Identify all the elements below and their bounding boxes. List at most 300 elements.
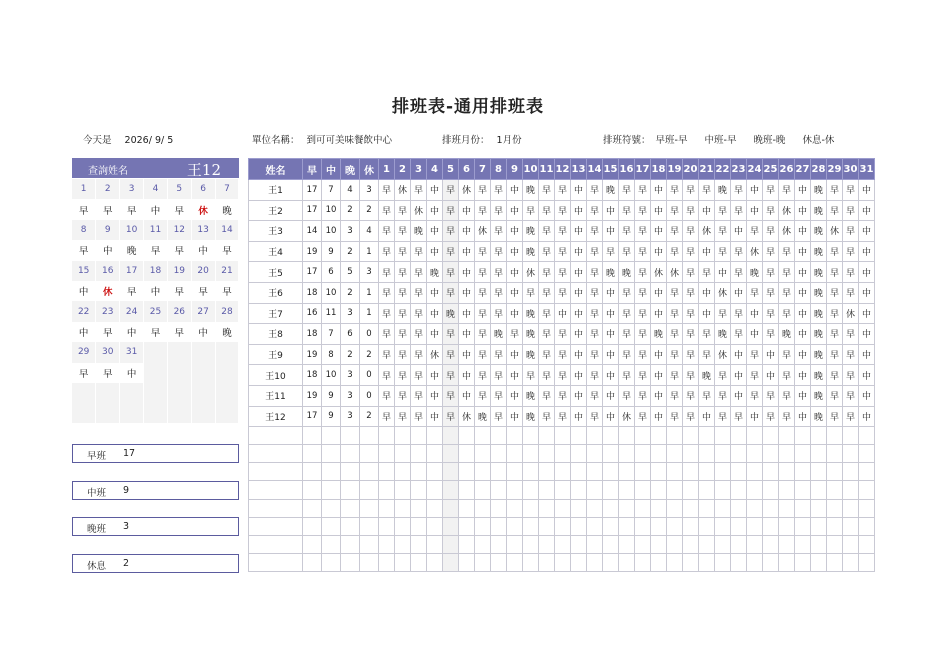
shift-cell[interactable]: 早	[379, 303, 395, 324]
empty-cell[interactable]	[491, 553, 507, 571]
shift-cell[interactable]: 早	[395, 344, 411, 365]
empty-cell[interactable]	[427, 499, 443, 517]
shift-cell[interactable]: 早	[827, 385, 843, 406]
shift-cell[interactable]: 早	[395, 221, 411, 242]
shift-cell[interactable]: 中	[795, 344, 811, 365]
shift-cell[interactable]: 早	[587, 365, 603, 386]
shift-cell[interactable]: 早	[763, 303, 779, 324]
empty-cell[interactable]	[360, 427, 379, 445]
empty-cell[interactable]	[523, 445, 539, 463]
empty-cell[interactable]	[603, 517, 619, 535]
shift-cell[interactable]: 休	[667, 262, 683, 283]
shift-cell[interactable]: 中	[555, 303, 571, 324]
empty-cell[interactable]	[523, 553, 539, 571]
empty-cell[interactable]	[779, 481, 795, 499]
shift-cell[interactable]: 早	[635, 241, 651, 262]
shift-cell[interactable]: 早	[715, 241, 731, 262]
empty-cell[interactable]	[555, 463, 571, 481]
shift-cell[interactable]: 中	[859, 406, 875, 427]
shift-cell[interactable]: 早	[843, 406, 859, 427]
shift-cell[interactable]: 早	[539, 180, 555, 201]
shift-cell[interactable]: 早	[475, 385, 491, 406]
empty-cell[interactable]	[507, 481, 523, 499]
shift-cell[interactable]: 早	[683, 365, 699, 386]
empty-cell[interactable]	[763, 553, 779, 571]
shift-cell[interactable]: 早	[539, 303, 555, 324]
empty-cell[interactable]	[491, 535, 507, 553]
shift-cell[interactable]: 早	[475, 241, 491, 262]
empty-cell[interactable]	[795, 481, 811, 499]
shift-cell[interactable]: 早	[379, 406, 395, 427]
shift-cell[interactable]: 早	[619, 385, 635, 406]
empty-cell[interactable]	[747, 517, 763, 535]
shift-cell[interactable]: 中	[507, 303, 523, 324]
empty-cell[interactable]	[427, 535, 443, 553]
empty-cell[interactable]	[619, 445, 635, 463]
empty-cell[interactable]	[249, 517, 303, 535]
empty-cell[interactable]	[571, 481, 587, 499]
empty-cell[interactable]	[763, 535, 779, 553]
empty-cell[interactable]	[779, 517, 795, 535]
shift-cell[interactable]: 早	[507, 324, 523, 345]
shift-cell[interactable]: 早	[843, 180, 859, 201]
shift-cell[interactable]: 早	[635, 365, 651, 386]
shift-cell[interactable]: 早	[619, 324, 635, 345]
shift-cell[interactable]: 早	[555, 200, 571, 221]
empty-cell[interactable]	[341, 499, 360, 517]
empty-cell[interactable]	[360, 553, 379, 571]
empty-cell[interactable]	[571, 517, 587, 535]
empty-cell[interactable]	[651, 499, 667, 517]
empty-cell[interactable]	[459, 445, 475, 463]
shift-cell[interactable]: 早	[843, 365, 859, 386]
empty-cell[interactable]	[603, 499, 619, 517]
empty-cell[interactable]	[603, 553, 619, 571]
empty-cell[interactable]	[507, 499, 523, 517]
shift-cell[interactable]: 早	[379, 180, 395, 201]
shift-cell[interactable]: 早	[827, 344, 843, 365]
shift-cell[interactable]: 休	[779, 221, 795, 242]
empty-cell[interactable]	[683, 517, 699, 535]
shift-cell[interactable]: 早	[635, 324, 651, 345]
empty-cell[interactable]	[341, 463, 360, 481]
shift-cell[interactable]: 中	[731, 282, 747, 303]
shift-cell[interactable]: 中	[459, 262, 475, 283]
empty-cell[interactable]	[843, 445, 859, 463]
shift-cell[interactable]: 晚	[523, 221, 539, 242]
empty-cell[interactable]	[667, 427, 683, 445]
shift-cell[interactable]: 早	[587, 200, 603, 221]
shift-cell[interactable]: 晚	[747, 262, 763, 283]
empty-cell[interactable]	[795, 553, 811, 571]
shift-cell[interactable]: 早	[699, 180, 715, 201]
empty-cell[interactable]	[303, 481, 322, 499]
shift-cell[interactable]: 中	[651, 180, 667, 201]
empty-cell[interactable]	[651, 517, 667, 535]
shift-cell[interactable]: 早	[555, 365, 571, 386]
shift-cell[interactable]: 中	[459, 365, 475, 386]
shift-cell[interactable]: 早	[715, 200, 731, 221]
shift-cell[interactable]: 早	[699, 262, 715, 283]
shift-cell[interactable]: 晚	[411, 221, 427, 242]
empty-cell[interactable]	[322, 481, 341, 499]
shift-cell[interactable]: 早	[491, 303, 507, 324]
shift-cell[interactable]: 晚	[523, 344, 539, 365]
shift-cell[interactable]: 早	[491, 200, 507, 221]
shift-cell[interactable]: 早	[667, 221, 683, 242]
shift-cell[interactable]: 早	[827, 365, 843, 386]
shift-cell[interactable]: 早	[779, 406, 795, 427]
shift-cell[interactable]: 早	[827, 303, 843, 324]
empty-cell[interactable]	[249, 535, 303, 553]
empty-cell[interactable]	[811, 481, 827, 499]
shift-cell[interactable]: 中	[731, 365, 747, 386]
empty-cell[interactable]	[427, 463, 443, 481]
empty-cell[interactable]	[763, 499, 779, 517]
empty-cell[interactable]	[763, 445, 779, 463]
shift-cell[interactable]: 晚	[811, 180, 827, 201]
shift-cell[interactable]: 中	[795, 262, 811, 283]
empty-cell[interactable]	[555, 517, 571, 535]
shift-cell[interactable]: 晚	[475, 406, 491, 427]
empty-cell[interactable]	[747, 499, 763, 517]
shift-cell[interactable]: 休	[395, 180, 411, 201]
shift-cell[interactable]: 早	[475, 180, 491, 201]
empty-cell[interactable]	[811, 463, 827, 481]
empty-cell[interactable]	[587, 427, 603, 445]
empty-cell[interactable]	[360, 517, 379, 535]
empty-cell[interactable]	[322, 553, 341, 571]
shift-cell[interactable]: 中	[763, 344, 779, 365]
shift-cell[interactable]: 中	[651, 241, 667, 262]
shift-cell[interactable]: 中	[507, 406, 523, 427]
empty-cell[interactable]	[683, 445, 699, 463]
shift-cell[interactable]: 早	[603, 241, 619, 262]
empty-cell[interactable]	[731, 553, 747, 571]
empty-cell[interactable]	[603, 481, 619, 499]
shift-cell[interactable]: 中	[571, 406, 587, 427]
empty-cell[interactable]	[360, 481, 379, 499]
empty-cell[interactable]	[459, 427, 475, 445]
empty-cell[interactable]	[459, 463, 475, 481]
empty-cell[interactable]	[303, 445, 322, 463]
shift-cell[interactable]: 早	[715, 365, 731, 386]
empty-cell[interactable]	[603, 535, 619, 553]
shift-cell[interactable]: 晚	[603, 262, 619, 283]
shift-cell[interactable]: 早	[395, 365, 411, 386]
shift-cell[interactable]: 中	[507, 262, 523, 283]
empty-cell[interactable]	[303, 463, 322, 481]
empty-cell[interactable]	[699, 535, 715, 553]
shift-cell[interactable]: 中	[859, 303, 875, 324]
empty-cell[interactable]	[443, 481, 459, 499]
empty-cell[interactable]	[651, 481, 667, 499]
shift-cell[interactable]: 早	[443, 282, 459, 303]
empty-cell[interactable]	[411, 463, 427, 481]
shift-cell[interactable]: 早	[523, 200, 539, 221]
empty-cell[interactable]	[507, 445, 523, 463]
shift-cell[interactable]: 早	[843, 262, 859, 283]
empty-cell[interactable]	[539, 517, 555, 535]
empty-cell[interactable]	[341, 445, 360, 463]
shift-cell[interactable]: 中	[651, 303, 667, 324]
shift-cell[interactable]: 早	[667, 200, 683, 221]
shift-cell[interactable]: 早	[379, 200, 395, 221]
empty-cell[interactable]	[571, 445, 587, 463]
shift-cell[interactable]: 早	[683, 303, 699, 324]
shift-cell[interactable]: 休	[715, 282, 731, 303]
shift-cell[interactable]: 晚	[491, 324, 507, 345]
empty-cell[interactable]	[699, 553, 715, 571]
shift-cell[interactable]: 早	[731, 262, 747, 283]
shift-cell[interactable]: 早	[827, 180, 843, 201]
empty-cell[interactable]	[459, 535, 475, 553]
shift-cell[interactable]: 早	[491, 406, 507, 427]
shift-cell[interactable]: 休	[699, 221, 715, 242]
shift-cell[interactable]: 中	[427, 406, 443, 427]
empty-cell[interactable]	[811, 535, 827, 553]
empty-cell[interactable]	[843, 553, 859, 571]
shift-cell[interactable]: 中	[731, 221, 747, 242]
shift-cell[interactable]: 中	[699, 282, 715, 303]
empty-cell[interactable]	[379, 553, 395, 571]
empty-cell[interactable]	[651, 553, 667, 571]
empty-cell[interactable]	[699, 481, 715, 499]
empty-cell[interactable]	[779, 445, 795, 463]
shift-cell[interactable]: 中	[859, 344, 875, 365]
shift-cell[interactable]: 中	[731, 344, 747, 365]
shift-cell[interactable]: 中	[651, 282, 667, 303]
shift-cell[interactable]: 早	[395, 241, 411, 262]
shift-cell[interactable]: 中	[795, 385, 811, 406]
shift-cell[interactable]: 休	[651, 262, 667, 283]
shift-cell[interactable]: 早	[411, 324, 427, 345]
empty-cell[interactable]	[459, 481, 475, 499]
empty-cell[interactable]	[731, 445, 747, 463]
empty-cell[interactable]	[651, 463, 667, 481]
empty-cell[interactable]	[859, 535, 875, 553]
empty-cell[interactable]	[539, 499, 555, 517]
shift-cell[interactable]: 早	[715, 385, 731, 406]
empty-cell[interactable]	[859, 463, 875, 481]
shift-cell[interactable]: 早	[523, 365, 539, 386]
empty-cell[interactable]	[322, 517, 341, 535]
empty-cell[interactable]	[507, 427, 523, 445]
shift-cell[interactable]: 中	[699, 406, 715, 427]
shift-cell[interactable]: 中	[859, 385, 875, 406]
empty-cell[interactable]	[715, 463, 731, 481]
shift-cell[interactable]: 早	[411, 180, 427, 201]
empty-cell[interactable]	[859, 499, 875, 517]
shift-cell[interactable]: 早	[763, 221, 779, 242]
empty-cell[interactable]	[859, 553, 875, 571]
empty-cell[interactable]	[619, 553, 635, 571]
shift-cell[interactable]: 早	[779, 303, 795, 324]
shift-cell[interactable]: 早	[763, 406, 779, 427]
shift-cell[interactable]: 早	[779, 282, 795, 303]
empty-cell[interactable]	[360, 535, 379, 553]
shift-cell[interactable]: 早	[715, 303, 731, 324]
empty-cell[interactable]	[667, 535, 683, 553]
empty-cell[interactable]	[763, 517, 779, 535]
empty-cell[interactable]	[635, 445, 651, 463]
empty-cell[interactable]	[539, 427, 555, 445]
shift-cell[interactable]: 早	[379, 282, 395, 303]
shift-cell[interactable]: 中	[427, 241, 443, 262]
empty-cell[interactable]	[443, 463, 459, 481]
empty-cell[interactable]	[747, 481, 763, 499]
empty-cell[interactable]	[843, 535, 859, 553]
shift-cell[interactable]: 晚	[523, 324, 539, 345]
empty-cell[interactable]	[795, 445, 811, 463]
shift-cell[interactable]: 早	[443, 180, 459, 201]
shift-cell[interactable]: 中	[459, 200, 475, 221]
shift-cell[interactable]: 中	[651, 406, 667, 427]
empty-cell[interactable]	[322, 499, 341, 517]
shift-cell[interactable]: 中	[859, 365, 875, 386]
shift-cell[interactable]: 早	[731, 200, 747, 221]
shift-cell[interactable]: 中	[795, 303, 811, 324]
empty-cell[interactable]	[779, 553, 795, 571]
shift-cell[interactable]: 早	[683, 406, 699, 427]
shift-cell[interactable]: 早	[587, 303, 603, 324]
empty-cell[interactable]	[571, 499, 587, 517]
shift-cell[interactable]: 早	[843, 324, 859, 345]
empty-cell[interactable]	[619, 427, 635, 445]
empty-cell[interactable]	[459, 517, 475, 535]
shift-cell[interactable]: 早	[699, 344, 715, 365]
empty-cell[interactable]	[360, 445, 379, 463]
empty-cell[interactable]	[779, 535, 795, 553]
shift-cell[interactable]: 早	[763, 385, 779, 406]
empty-cell[interactable]	[667, 553, 683, 571]
empty-cell[interactable]	[795, 535, 811, 553]
shift-cell[interactable]: 早	[395, 262, 411, 283]
shift-cell[interactable]: 早	[587, 221, 603, 242]
empty-cell[interactable]	[303, 427, 322, 445]
empty-cell[interactable]	[475, 499, 491, 517]
empty-cell[interactable]	[747, 445, 763, 463]
empty-cell[interactable]	[683, 499, 699, 517]
empty-cell[interactable]	[763, 463, 779, 481]
shift-cell[interactable]: 休	[747, 241, 763, 262]
shift-cell[interactable]: 早	[619, 303, 635, 324]
shift-cell[interactable]: 中	[459, 303, 475, 324]
empty-cell[interactable]	[811, 445, 827, 463]
shift-cell[interactable]: 早	[539, 324, 555, 345]
shift-cell[interactable]: 早	[827, 406, 843, 427]
shift-cell[interactable]: 中	[459, 344, 475, 365]
shift-cell[interactable]: 中	[731, 385, 747, 406]
shift-cell[interactable]: 早	[555, 324, 571, 345]
shift-cell[interactable]: 早	[539, 344, 555, 365]
empty-cell[interactable]	[827, 463, 843, 481]
empty-cell[interactable]	[571, 535, 587, 553]
empty-cell[interactable]	[539, 463, 555, 481]
shift-cell[interactable]: 中	[651, 385, 667, 406]
empty-cell[interactable]	[322, 445, 341, 463]
empty-cell[interactable]	[587, 553, 603, 571]
shift-cell[interactable]: 早	[827, 241, 843, 262]
empty-cell[interactable]	[827, 427, 843, 445]
shift-cell[interactable]: 早	[635, 344, 651, 365]
empty-cell[interactable]	[619, 499, 635, 517]
shift-cell[interactable]: 早	[763, 282, 779, 303]
shift-cell[interactable]: 晚	[523, 180, 539, 201]
empty-cell[interactable]	[475, 535, 491, 553]
empty-cell[interactable]	[303, 535, 322, 553]
shift-cell[interactable]: 中	[699, 241, 715, 262]
empty-cell[interactable]	[859, 445, 875, 463]
empty-cell[interactable]	[619, 517, 635, 535]
empty-cell[interactable]	[379, 463, 395, 481]
shift-cell[interactable]: 早	[555, 241, 571, 262]
empty-cell[interactable]	[360, 499, 379, 517]
empty-cell[interactable]	[859, 517, 875, 535]
empty-cell[interactable]	[341, 517, 360, 535]
shift-cell[interactable]: 早	[635, 262, 651, 283]
empty-cell[interactable]	[523, 481, 539, 499]
empty-cell[interactable]	[427, 445, 443, 463]
shift-cell[interactable]: 早	[587, 344, 603, 365]
shift-cell[interactable]: 早	[763, 200, 779, 221]
shift-cell[interactable]: 早	[395, 282, 411, 303]
empty-cell[interactable]	[731, 517, 747, 535]
empty-cell[interactable]	[303, 517, 322, 535]
empty-cell[interactable]	[249, 499, 303, 517]
shift-cell[interactable]: 早	[539, 282, 555, 303]
empty-cell[interactable]	[715, 499, 731, 517]
empty-cell[interactable]	[475, 517, 491, 535]
empty-cell[interactable]	[411, 445, 427, 463]
empty-cell[interactable]	[507, 553, 523, 571]
shift-cell[interactable]: 中	[651, 365, 667, 386]
shift-cell[interactable]: 晚	[443, 303, 459, 324]
shift-cell[interactable]: 中	[571, 324, 587, 345]
empty-cell[interactable]	[731, 463, 747, 481]
empty-cell[interactable]	[379, 535, 395, 553]
shift-cell[interactable]: 早	[475, 324, 491, 345]
shift-cell[interactable]: 早	[443, 262, 459, 283]
shift-cell[interactable]: 中	[795, 324, 811, 345]
empty-cell[interactable]	[491, 499, 507, 517]
shift-cell[interactable]: 早	[635, 221, 651, 242]
shift-cell[interactable]: 早	[539, 406, 555, 427]
empty-cell[interactable]	[571, 463, 587, 481]
shift-cell[interactable]: 中	[507, 385, 523, 406]
shift-cell[interactable]: 早	[747, 344, 763, 365]
empty-cell[interactable]	[379, 517, 395, 535]
empty-cell[interactable]	[667, 481, 683, 499]
shift-cell[interactable]: 中	[571, 200, 587, 221]
shift-cell[interactable]: 中	[859, 221, 875, 242]
shift-cell[interactable]: 早	[491, 282, 507, 303]
shift-cell[interactable]: 早	[779, 344, 795, 365]
empty-cell[interactable]	[635, 553, 651, 571]
shift-cell[interactable]: 早	[555, 344, 571, 365]
empty-cell[interactable]	[443, 553, 459, 571]
shift-cell[interactable]: 中	[571, 344, 587, 365]
shift-cell[interactable]: 晚	[523, 385, 539, 406]
shift-cell[interactable]: 晚	[523, 241, 539, 262]
shift-cell[interactable]: 早	[523, 282, 539, 303]
empty-cell[interactable]	[699, 445, 715, 463]
shift-cell[interactable]: 中	[603, 324, 619, 345]
shift-cell[interactable]: 晚	[811, 262, 827, 283]
shift-cell[interactable]: 早	[731, 324, 747, 345]
empty-cell[interactable]	[859, 427, 875, 445]
shift-cell[interactable]: 中	[603, 385, 619, 406]
